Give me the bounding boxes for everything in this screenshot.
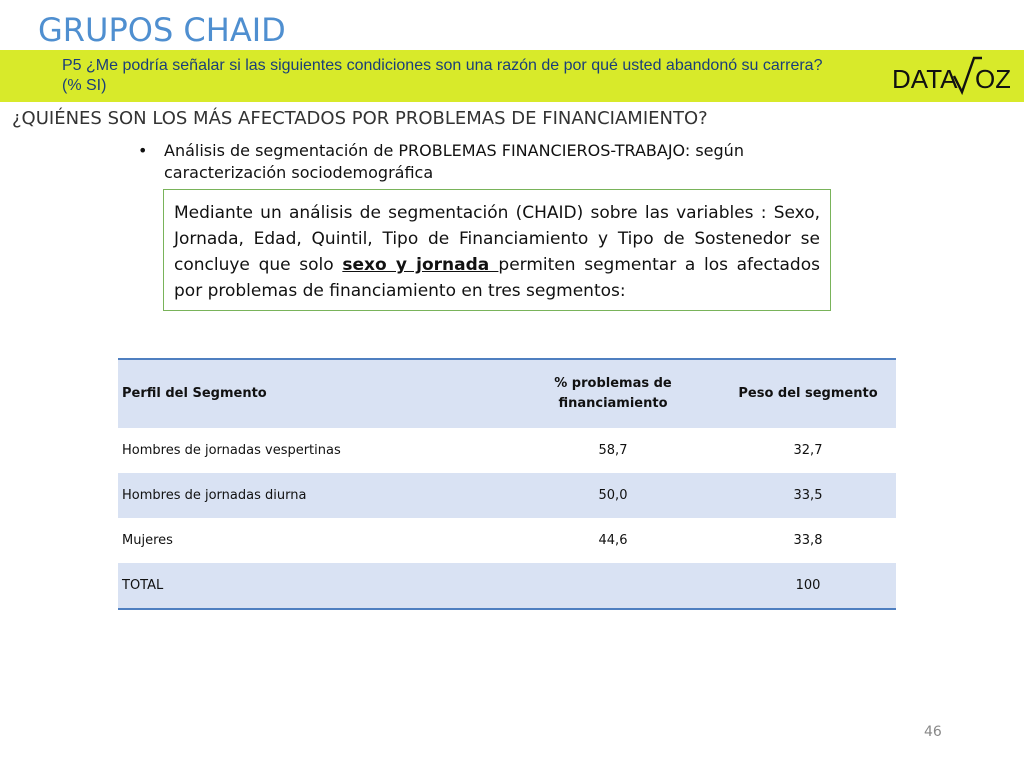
header-pct: % problemas de financiamiento xyxy=(506,359,720,428)
bullet-text: Análisis de segmentación de PROBLEMAS FINANCIEROS-TRABAJO: según caracterización sociodemográfica xyxy=(164,141,744,182)
cell-perfil: Hombres de jornadas diurna xyxy=(118,473,506,518)
page-number: 46 xyxy=(924,724,942,740)
table-row xyxy=(118,518,896,563)
cell-peso: 32,7 xyxy=(720,428,896,473)
cell-peso: 33,8 xyxy=(720,518,896,563)
cell-pct: 44,6 xyxy=(506,518,720,563)
datavoz-logo xyxy=(892,54,1010,98)
cell-peso: 33,5 xyxy=(720,473,896,518)
header-perfil: Perfil del Segmento xyxy=(118,359,506,428)
table-header-row xyxy=(118,359,896,428)
cell-perfil: Hombres de jornadas vespertinas xyxy=(118,428,506,473)
slide-title: GRUPOS CHAID xyxy=(38,11,286,49)
cell-perfil: Mujeres xyxy=(118,518,506,563)
question-line-1: P5 ¿Me podría señalar si las siguientes condiciones son una razón de por qué usted abandonó su carrera? xyxy=(62,57,823,74)
bullet-dot-icon: • xyxy=(138,141,148,160)
table-row xyxy=(118,428,896,473)
cell-pct: 50,0 xyxy=(506,473,720,518)
summary-box xyxy=(163,189,831,311)
cell-peso: 100 xyxy=(720,563,896,609)
table-row-total xyxy=(118,563,896,609)
cell-perfil: TOTAL xyxy=(118,563,506,609)
bullet-item xyxy=(138,140,838,184)
logo-text-left: DATA xyxy=(892,64,958,94)
summary-highlight: sexo y jornada xyxy=(342,255,499,275)
summary-text-after: permiten segmentar a los afectados por problemas de financiamiento en tres segmentos: xyxy=(174,255,820,301)
section-subtitle: ¿QUIÉNES SON LOS MÁS AFECTADOS POR PROBLEMAS DE FINANCIAMIENTO? xyxy=(12,108,708,129)
logo-text-right: OZ xyxy=(975,64,1010,94)
summary-text-before: Mediante un análisis de segmentación (CHAID) sobre las variables : Sexo, Jornada, Edad, Quintil, Tipo de Financiamiento y Tipo de Sostenedor se concluye que solo xyxy=(174,203,820,275)
survey-question xyxy=(62,56,862,96)
table-row xyxy=(118,473,896,518)
question-line-2: (% SI) xyxy=(62,77,107,94)
header-peso: Peso del segmento xyxy=(720,359,896,428)
cell-pct xyxy=(506,563,720,609)
segment-table xyxy=(118,358,896,610)
cell-pct: 58,7 xyxy=(506,428,720,473)
